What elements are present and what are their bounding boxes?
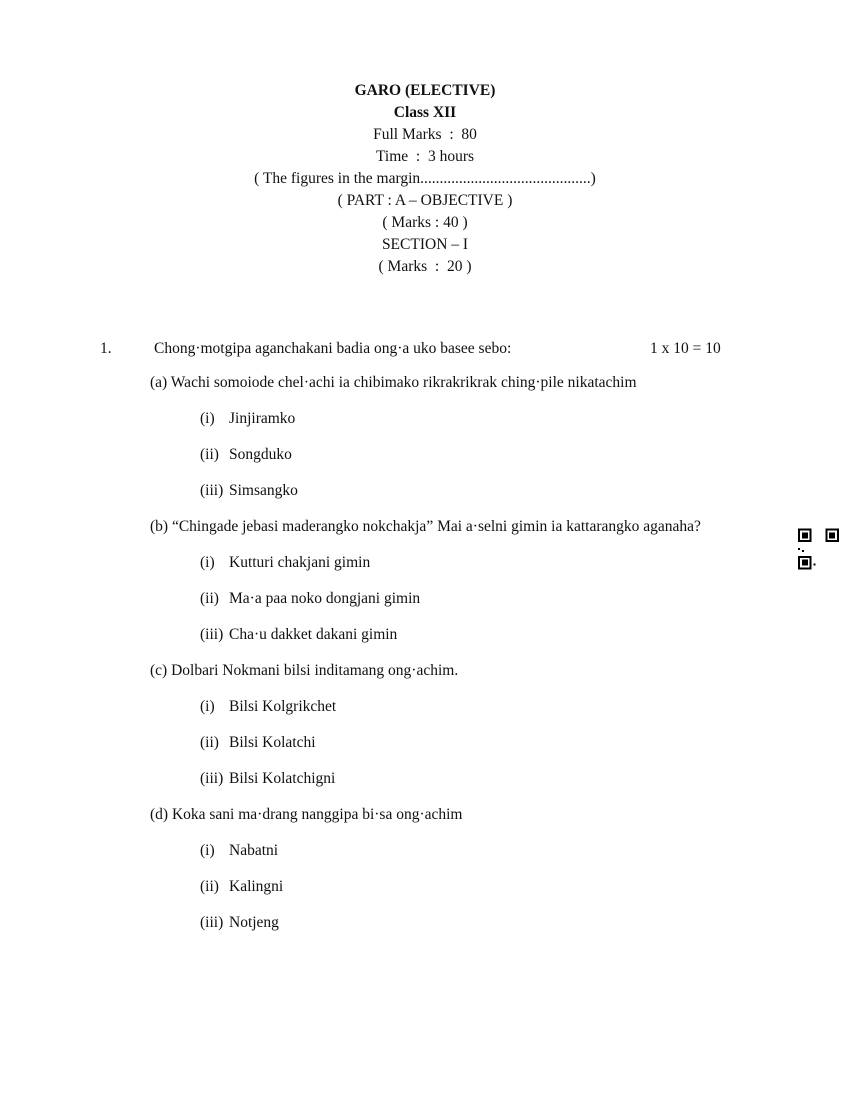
- option: [150, 912, 701, 948]
- option-text: Nabatni: [229, 842, 279, 859]
- question-text: Chong·motgipa aganchakani badia ong·a uko basee sebo:: [154, 340, 512, 357]
- subject-title: GARO (ELECTIVE): [354, 82, 496, 99]
- option-text: Ma·a paa noko dongjani gimin: [229, 590, 421, 607]
- sub-question: (b) “Chingade jebasi maderangko nokchakja” Mai a·selni gimin ia kattarangko aganaha?: [150, 518, 701, 535]
- option-label: (ii): [200, 590, 219, 607]
- question-1: [100, 338, 740, 360]
- option: [150, 696, 701, 732]
- option: [150, 768, 701, 804]
- section-marks: ( Marks : 20 ): [378, 258, 472, 275]
- question-marks: 1 x 10 = 10: [650, 340, 721, 357]
- option-text: Bilsi Kolatchigni: [229, 770, 336, 787]
- option-label: (iii): [200, 626, 224, 643]
- option: [150, 732, 701, 768]
- option-text: Jinjiramko: [229, 410, 296, 427]
- option-label: (i): [200, 554, 215, 571]
- option-label: (ii): [200, 446, 219, 463]
- option-label: (iii): [200, 482, 224, 499]
- option: [150, 552, 701, 588]
- part-marks: ( Marks : 40 ): [382, 214, 468, 231]
- option-label: (iii): [200, 770, 224, 787]
- sub-question: (a) Wachi somoiode chel·achi ia chibimako rikrakrikrak ching·pile nikatachim: [150, 374, 637, 391]
- question-number: 1.: [100, 340, 112, 357]
- sub-question: (c) Dolbari Nokmani bilsi inditamang ong·achim.: [150, 662, 459, 679]
- option: [150, 444, 701, 480]
- qr-code-icon: [798, 528, 839, 570]
- section-title: SECTION – I: [381, 236, 469, 253]
- option: [150, 624, 701, 660]
- option-label: (i): [200, 842, 215, 859]
- option-label: (iii): [200, 914, 224, 931]
- option: [150, 588, 701, 624]
- option-text: Cha·u dakket dakani gimin: [229, 626, 398, 643]
- sub-questions: [150, 372, 701, 948]
- option-text: Notjeng: [229, 914, 279, 931]
- full-marks: Full Marks : 80: [373, 126, 477, 143]
- margin-note: ( The figures in the margin............................................): [254, 170, 596, 187]
- option-text: Kutturi chakjani gimin: [229, 554, 371, 571]
- option-text: Songduko: [229, 446, 292, 463]
- option-text: Kalingni: [229, 878, 284, 895]
- option: [150, 480, 701, 516]
- option-text: Bilsi Kolgrikchet: [229, 698, 337, 715]
- time: Time : 3 hours: [375, 148, 475, 165]
- option-label: (i): [200, 698, 215, 715]
- option-label: (ii): [200, 734, 219, 751]
- option: [150, 840, 701, 876]
- option: [150, 876, 701, 912]
- option-label: (i): [200, 410, 215, 427]
- option-text: Bilsi Kolatchi: [229, 734, 316, 751]
- exam-header: [0, 80, 850, 278]
- sub-question: (d) Koka sani ma·drang nanggipa bi·sa ong·achim: [150, 806, 463, 823]
- class-label: Class XII: [393, 104, 457, 121]
- option-label: (ii): [200, 878, 219, 895]
- option: [150, 408, 701, 444]
- part-title: ( PART : A – OBJECTIVE ): [337, 192, 513, 209]
- option-text: Simsangko: [229, 482, 298, 499]
